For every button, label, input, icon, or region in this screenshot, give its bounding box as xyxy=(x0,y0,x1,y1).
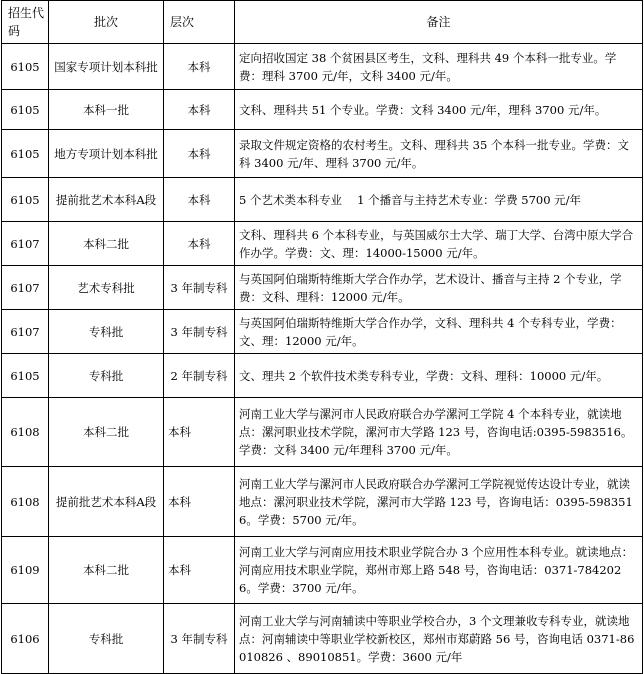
header-level: 层次 xyxy=(164,1,235,44)
row-level: 本科 xyxy=(164,467,235,537)
row-code: 6108 xyxy=(2,467,49,537)
row-code: 6109 xyxy=(2,537,49,604)
row-level: 本科 xyxy=(164,222,235,266)
row-note: 与英国阿伯瑞斯特维斯大学合作办学，文科、理科共 4 个专科专业，学费：文、理：12000 元/年。 xyxy=(235,310,643,354)
row-note: 录取文件规定资格的农村考生。文科、理科共 35 个本科一批专业。学费：文科 3400 元/年、理科 3700 元/年。 xyxy=(235,130,643,178)
row-code: 6105 xyxy=(2,90,49,130)
row-level: 2 年制专科 xyxy=(164,354,235,398)
row-level: 本科 xyxy=(164,537,235,604)
row-level: 本科 xyxy=(164,130,235,178)
row-level: 本科 xyxy=(164,398,235,467)
table-row xyxy=(2,266,643,310)
table-row xyxy=(2,467,643,537)
row-level: 本科 xyxy=(164,44,235,90)
table-row xyxy=(2,178,643,222)
table-row xyxy=(2,354,643,398)
row-note: 文科、理科共 51 个专业。学费：文科 3400 元/年，理科 3700 元/年。 xyxy=(235,90,643,130)
row-code: 6105 xyxy=(2,354,49,398)
row-batch: 艺术专科批 xyxy=(49,266,164,310)
table-row xyxy=(2,537,643,604)
row-note: 河南工业大学与河南辅读中等职业学校合办，3 个文理兼收专科专业，就读地点：河南辅读中等职业学校新校区，郑州市郑蔚路 56 号，咨询电话 0371-86010826 、89010851。学费：3600 元/年 xyxy=(235,604,643,674)
row-note: 河南工业大学与河南应用技术职业学院合办 3 个应用性本科专业。就读地点：河南应用技术职业学院，郑州市郑上路 548 号，咨询电话：0371-7842026。学费：3700 元/年。 xyxy=(235,537,643,604)
row-note: 文、理共 2 个软件技术类专科专业，学费：文科、理科：10000 元/年。 xyxy=(235,354,643,398)
table-row xyxy=(2,398,643,467)
row-batch: 本科二批 xyxy=(49,398,164,467)
row-code: 6106 xyxy=(2,604,49,674)
row-batch: 国家专项计划本科批 xyxy=(49,44,164,90)
table-header-row xyxy=(2,1,643,44)
row-code: 6107 xyxy=(2,310,49,354)
row-batch: 地方专项计划本科批 xyxy=(49,130,164,178)
row-note: 定向招收国定 38 个贫困县区考生，文科、理科共 49 个本科一批专业。学费：理科 3700 元/年，文科 3400 元/年。 xyxy=(235,44,643,90)
row-level: 3 年制专科 xyxy=(164,266,235,310)
row-note: 文科、理科共 6 个本科专业，与英国威尔士大学、瑞丁大学、台湾中原大学合作办学。学费：文、理：14000-15000 元/年。 xyxy=(235,222,643,266)
row-code: 6108 xyxy=(2,398,49,467)
row-level: 本科 xyxy=(164,178,235,222)
row-batch: 专科批 xyxy=(49,310,164,354)
row-code: 6105 xyxy=(2,44,49,90)
table-row xyxy=(2,90,643,130)
row-level: 本科 xyxy=(164,90,235,130)
row-batch: 本科一批 xyxy=(49,90,164,130)
row-batch: 专科批 xyxy=(49,604,164,674)
header-code: 招生代码 xyxy=(2,1,49,44)
row-batch: 本科二批 xyxy=(49,222,164,266)
header-note: 备注 xyxy=(235,1,643,44)
table-row xyxy=(2,130,643,178)
row-batch: 本科二批 xyxy=(49,537,164,604)
table-row xyxy=(2,604,643,674)
row-batch: 专科批 xyxy=(49,354,164,398)
row-code: 6105 xyxy=(2,130,49,178)
row-note: 5 个艺术类本科专业 1 个播音与主持艺术专业：学费 5700 元/年 xyxy=(235,178,643,222)
table-row xyxy=(2,310,643,354)
table-row xyxy=(2,222,643,266)
row-note: 河南工业大学与漯河市人民政府联合办学漯河工学院视觉传达设计专业，就读地点：漯河职业技术学院，漯河市大学路 123 号，咨询电话：0395-5983516。学费：5700 元/年。 xyxy=(235,467,643,537)
row-batch: 提前批艺术本科A段 xyxy=(49,467,164,537)
row-batch: 提前批艺术本科A段 xyxy=(49,178,164,222)
row-level: 3 年制专科 xyxy=(164,310,235,354)
header-batch: 批次 xyxy=(49,1,164,44)
row-code: 6107 xyxy=(2,222,49,266)
row-note: 与英国阿伯瑞斯特维斯大学合作办学，艺术设计、播音与主持 2 个专业，学费：文科、理科：12000 元/年。 xyxy=(235,266,643,310)
row-level: 3 年制专科 xyxy=(164,604,235,674)
admissions-table xyxy=(1,0,643,674)
table-row xyxy=(2,44,643,90)
row-note: 河南工业大学与漯河市人民政府联合办学漯河工学院 4 个本科专业，就读地点：漯河职业技术学院，漯河市大学路 123 号，咨询电话:0395-5983516。学费：文科 3400 元/年理科 3700 元/年。 xyxy=(235,398,643,467)
row-code: 6105 xyxy=(2,178,49,222)
row-code: 6107 xyxy=(2,266,49,310)
